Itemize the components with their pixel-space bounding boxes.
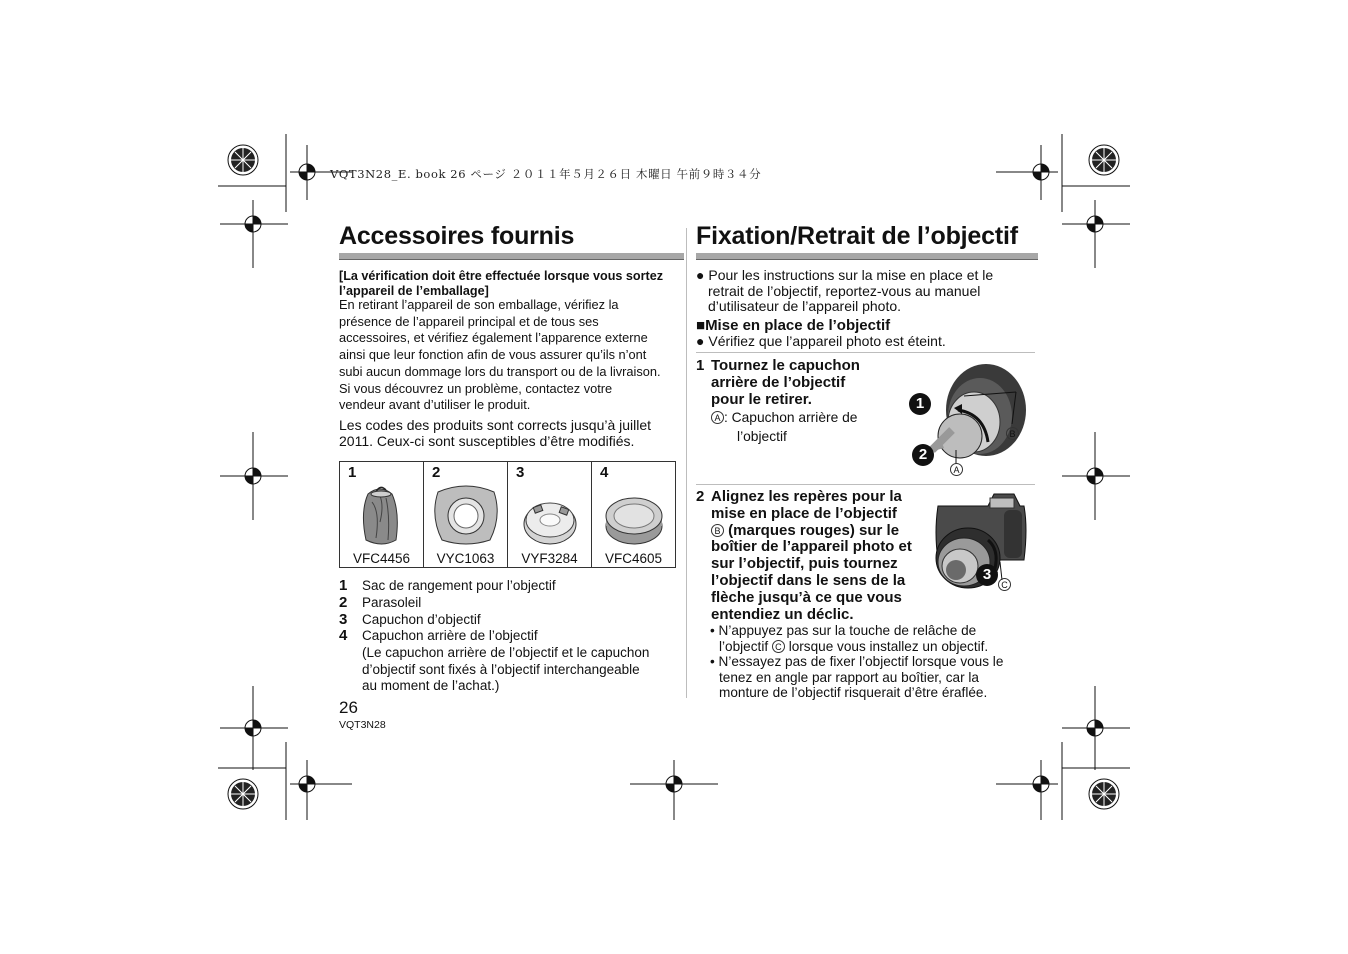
accessory-number: 1 xyxy=(348,464,357,481)
bullet-icon: ● xyxy=(696,333,709,349)
lens-pouch-icon xyxy=(340,482,424,548)
product-codes-note xyxy=(339,418,684,449)
list-item xyxy=(339,627,538,644)
step-2-title: Alignez les repères pour la mise en place de l’objectif B (marques rouges) sur le boîtier de l’appareil photo et sur l’objectif, puis tournez l’objectif dans le sens de la flèche jusqu’à ce que vous entendiez un déclic. xyxy=(711,488,912,623)
note-line: monture de l’objectif risquerait d’être éraflée. xyxy=(719,685,988,700)
accessory-cell xyxy=(591,462,675,567)
list-number: 4 xyxy=(339,627,348,644)
note-line: l’objectif C lorsque vous installez un objectif. xyxy=(719,638,989,654)
list-text: Capuchon d’objectif xyxy=(362,612,481,627)
step-separator xyxy=(696,484,1035,485)
accessory-number: 2 xyxy=(432,464,441,481)
figure-marker-1: 1 xyxy=(909,393,931,415)
text-line: ainsi que leur fonction afin de vous assurer qu’ils n’ont xyxy=(339,347,647,363)
accessory-code: VYC1063 xyxy=(436,551,495,566)
text-line: présence de l’appareil principal et de tous ses xyxy=(339,313,599,329)
note-line: tenez en angle par rapport au boîtier, car la xyxy=(719,669,979,685)
figure-label-a: A xyxy=(950,463,963,476)
page-title-accessories: Accessoires fournis xyxy=(339,222,575,250)
list-number: 2 xyxy=(339,594,348,611)
page-title-lens-mounting: Fixation/Retrait de l’objectif xyxy=(696,222,1018,250)
accessory-code: VFC4605 xyxy=(604,551,663,566)
text-line: Les codes des produits sont corrects jusqu’à juillet xyxy=(339,417,652,433)
text-line: retrait de l’objectif, reportez-vous au manuel xyxy=(708,282,981,299)
text-line: En retirant l’appareil de son emballage, vérifiez la xyxy=(339,297,619,312)
accessory-cell xyxy=(507,462,591,567)
text-line: subi aucun dommage lors du transport ou de la livraison. xyxy=(339,363,661,379)
figure-marker-2: 2 xyxy=(912,444,934,466)
step-1-title: Tournez le capuchon arrière de l’objectif pour le retirer. xyxy=(711,357,860,408)
list-item xyxy=(339,577,556,594)
text-line: (Le capuchon arrière de l’objectif et le capuchon xyxy=(362,645,650,660)
list-text: Capuchon arrière de l’objectif xyxy=(362,628,538,643)
accessory-number: 3 xyxy=(516,464,525,481)
accessory-code: VFC4456 xyxy=(352,551,411,566)
list-number: 1 xyxy=(339,577,348,594)
note-line: • N’essayez pas de fixer l’objectif lorsque vous le xyxy=(710,654,1004,669)
section-heading: ■Mise en place de l’objectif xyxy=(696,317,891,334)
list-text: Parasoleil xyxy=(362,595,422,610)
step-1-description: A : Capuchon arrière de l’objectif xyxy=(711,408,857,446)
note-line: • N’appuyez pas sur la touche de relâche de xyxy=(710,623,977,638)
step-1-number: 1 xyxy=(696,357,705,374)
left-title-block xyxy=(339,222,684,260)
accessory-number: 4 xyxy=(600,464,609,481)
accessories-table xyxy=(339,461,676,568)
text-line: ● Pour les instructions sur la mise en place et le xyxy=(696,267,994,283)
text-line: d’utilisateur de l’appareil photo. xyxy=(708,298,902,314)
step-2-number: 2 xyxy=(696,488,705,505)
step-2-notes xyxy=(710,623,1003,701)
model-code: VQT3N28 xyxy=(339,719,386,731)
figure-label-b: B xyxy=(1006,427,1019,440)
title-underline xyxy=(339,253,684,260)
list-number: 3 xyxy=(339,611,348,628)
figure-marker-3: 3 xyxy=(976,564,998,586)
list-note xyxy=(362,645,649,695)
accessory-cell xyxy=(340,462,423,567)
text-line: 2011. Ceux-ci sont susceptibles d’être modifiés. xyxy=(339,432,635,449)
section-bullet: ● Vérifiez que l’appareil photo est éteint. xyxy=(696,333,946,349)
label-a-badge: A xyxy=(711,411,724,424)
right-title-block xyxy=(696,222,1038,260)
text-line: au moment de l’achat.) xyxy=(362,678,500,694)
accessory-cell xyxy=(423,462,507,567)
lens-rear-cap-icon xyxy=(592,482,676,548)
intro-bullet xyxy=(696,268,1038,315)
square-bullet-icon: ■ xyxy=(696,317,706,334)
intro-paragraph xyxy=(339,297,684,414)
column-divider xyxy=(686,228,687,698)
lens-cap-icon xyxy=(508,482,592,548)
list-item xyxy=(339,594,421,611)
page-number: 26 xyxy=(339,698,358,717)
intro-heading: [La vérification doit être effectuée lorsque vous sortez l’appareil de l’emballage] xyxy=(339,269,664,298)
list-item xyxy=(339,611,481,628)
text-line: d’objectif sont fixés à l’objectif interchangeable xyxy=(362,661,640,677)
text-line: vendeur avant d’utiliser le produit. xyxy=(339,397,531,413)
bullet-icon: ● xyxy=(696,267,709,283)
accessory-code: VYF3284 xyxy=(521,551,578,566)
step-separator xyxy=(696,352,1035,353)
text-line: accessoires, et vérifiez également l’apparence externe xyxy=(339,330,648,346)
label-b-badge: B xyxy=(711,524,724,537)
label-c-badge: C xyxy=(772,640,785,653)
list-text: Sac de rangement pour l’objectif xyxy=(362,578,556,593)
print-header: VQT3N28_E. book 26 ページ ２０１１年５月２６日 木曜日 午前９時３４分 xyxy=(330,167,762,181)
title-underline xyxy=(696,253,1038,260)
lens-hood-icon xyxy=(424,482,508,548)
text-line: Si vous découvrez un problème, contactez votre xyxy=(339,380,613,396)
figure-label-c: C xyxy=(998,578,1011,591)
